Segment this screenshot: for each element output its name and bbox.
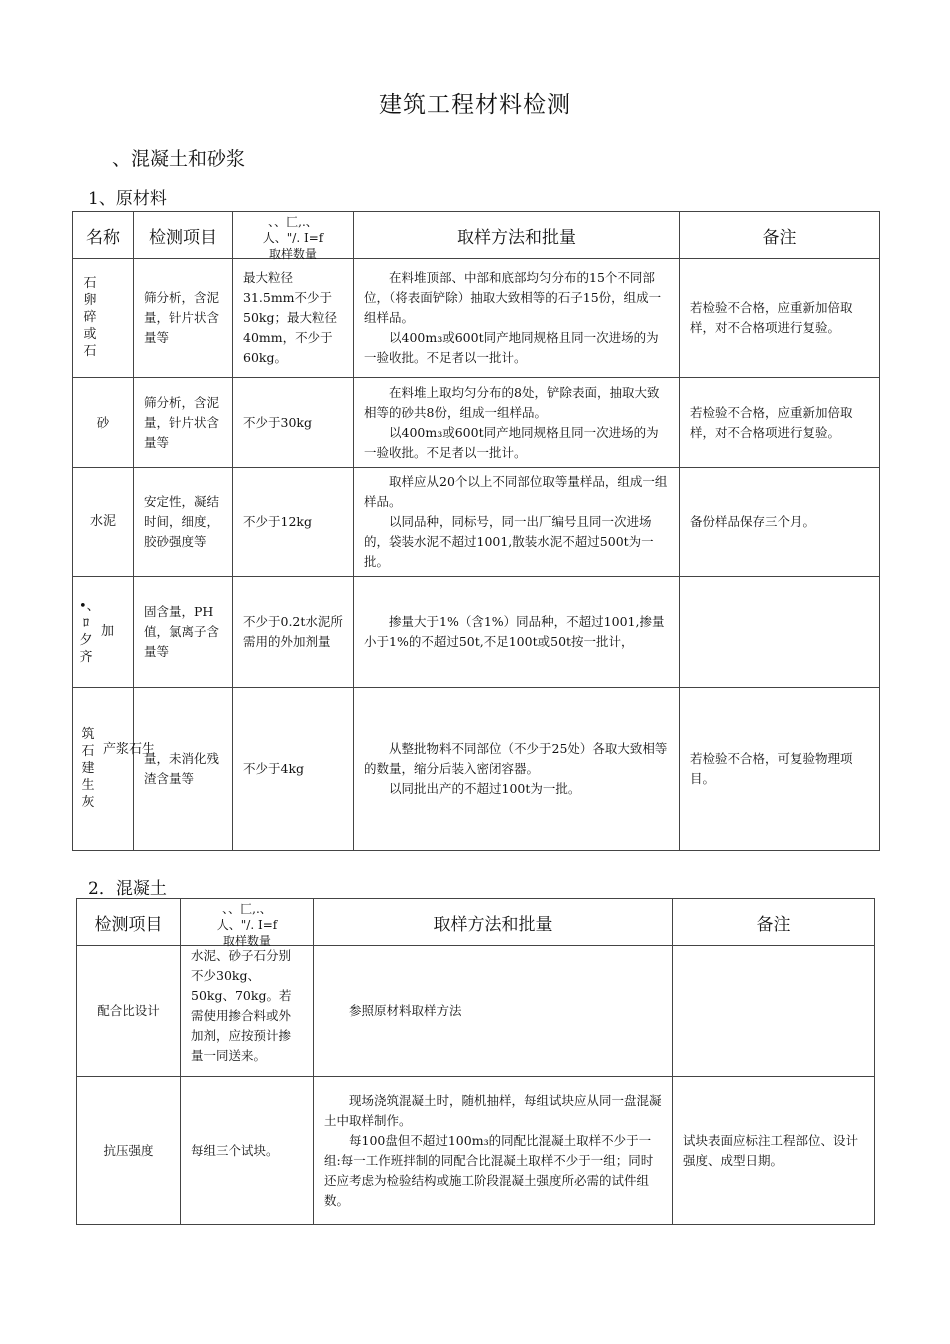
sample-qty: 每组三个试块。 — [181, 1077, 314, 1225]
remark — [673, 946, 875, 1077]
sampling-method: 在料堆上取均匀分布的8处，铲除表面，抽取大致相等的砂共8份，组成一组样品。 以400m₃或600t同产地同规格且同一次进场的为一验收批。不足者以一批计。 — [354, 378, 680, 468]
table-row — [73, 577, 880, 688]
section-heading: 、混凝土和砂浆 — [112, 148, 246, 170]
test-items: 固含量，PH值，氯离子含量等 — [134, 577, 233, 688]
table-row — [73, 259, 880, 378]
material-name-part: 加 — [100, 624, 114, 639]
remark: 若检验不合格，应重新加倍取样，对不合格项进行复验。 — [680, 378, 880, 468]
table-row — [73, 688, 880, 851]
material-name: 筑石建生灰 — [81, 727, 95, 810]
table-row — [77, 1077, 875, 1225]
sample-qty: 不少于4kg — [233, 688, 354, 851]
page-title: 建筑工程材料检测 — [379, 92, 571, 118]
subsection-heading-concrete: 2．混凝土 — [88, 879, 167, 899]
sample-qty: 不少于0.2t水泥所需用的外加剂量 — [233, 577, 354, 688]
sample-qty: 不少于30kg — [233, 378, 354, 468]
test-items: 筛分析，含泥量，针片状含量等 — [134, 259, 233, 378]
table-row — [73, 378, 880, 468]
table-row — [77, 946, 875, 1077]
test-item: 配合比设计 — [77, 946, 181, 1077]
material-name: 水泥 — [73, 468, 134, 577]
header-method: 取样方法和批量 — [314, 899, 673, 946]
header-qty: 、、匚,.、 人、"/. I=f 取样数量 — [181, 899, 314, 946]
header-note: 备注 — [673, 899, 875, 946]
header-item: 检测项目 — [77, 899, 181, 946]
material-name: 石卵碎或石 — [83, 276, 97, 359]
header-name: 名称 — [73, 212, 134, 259]
raw-materials-table — [72, 211, 880, 851]
header-qty: 、、匚,.、 人、"/. I=f 取样数量 — [233, 212, 354, 259]
material-name: •、ﾛ夕齐 — [79, 599, 100, 665]
test-items: 安定性，凝结时间，细度，胶砂强度等 — [134, 468, 233, 577]
header-method: 取样方法和批量 — [354, 212, 680, 259]
test-items: 筛分析，含泥量，针片状含量等 — [134, 378, 233, 468]
sampling-method: 取样应从20个以上不同部位取等量样品，组成一组样品。 以同品种，同标号，同一出厂编号且同一次进场的，袋装水泥不超过1001,散装水泥不超过500t为一批。 — [354, 468, 680, 577]
sampling-method: 在料堆顶部、中部和底部均匀分布的15个不同部位，（将表面铲除）抽取大致相等的石子15份，组成一组样品。 以400m₃或600t同产地同规格且同一次进场的为一验收批。不足者以一批计。 — [354, 259, 680, 378]
header-item: 检测项目 — [134, 212, 233, 259]
sample-qty: 不少于12kg — [233, 468, 354, 577]
sample-qty: 最大粒径31.5mm不少于50kg；最大粒径40mm，不少于60kg。 — [233, 259, 354, 378]
test-items: 量，未消化残渣含量等 — [134, 688, 233, 851]
test-item: 抗压强度 — [77, 1077, 181, 1225]
remark: 试块表面应标注工程部位、设计强度、成型日期。 — [673, 1077, 875, 1225]
table-header-row — [73, 212, 880, 259]
table-row — [73, 468, 880, 577]
remark: 若检验不合格，可复验物理项目。 — [680, 688, 880, 851]
sampling-method: 参照原材料取样方法 — [314, 946, 673, 1077]
remark — [680, 577, 880, 688]
sample-qty: 水泥、砂子石分别不少30kg、50kg、70kg。若需使用掺合料或外加剂，应按预计掺量一同送来。 — [191, 948, 292, 1063]
sampling-method: 从整批物料不同部位（不少于25处）各取大致相等的数量，缩分后装入密闭容器。 以同批出产的不超过100t为一批。 — [354, 688, 680, 851]
header-note: 备注 — [680, 212, 880, 259]
sampling-method: 现场浇筑混凝土时，随机抽样，每组试块应从同一盘混凝土中取样制作。 每100盘但不超过100m₃的同配比混凝土取样不少于一组:每一工作班拌制的同配合比混凝土取样不少于一组；同时还应考虑为检验结构或施工阶段混凝土强度所必需的试件组数。 — [314, 1077, 673, 1225]
table-header-row — [77, 899, 875, 946]
sampling-method: 掺量大于1%（含1%）同品种，不超过1001,掺量小于1%的不超过50t,不足100t或50t按一批计， — [354, 577, 680, 688]
remark: 备份样品保存三个月。 — [680, 468, 880, 577]
concrete-table — [76, 898, 875, 1225]
remark: 若检验不合格，应重新加倍取样，对不合格项进行复验。 — [680, 259, 880, 378]
subsection-heading-raw-materials: 1、原材料 — [88, 189, 167, 209]
material-name: 砂 — [73, 378, 134, 468]
material-name-part: 产浆石生 — [103, 742, 156, 757]
